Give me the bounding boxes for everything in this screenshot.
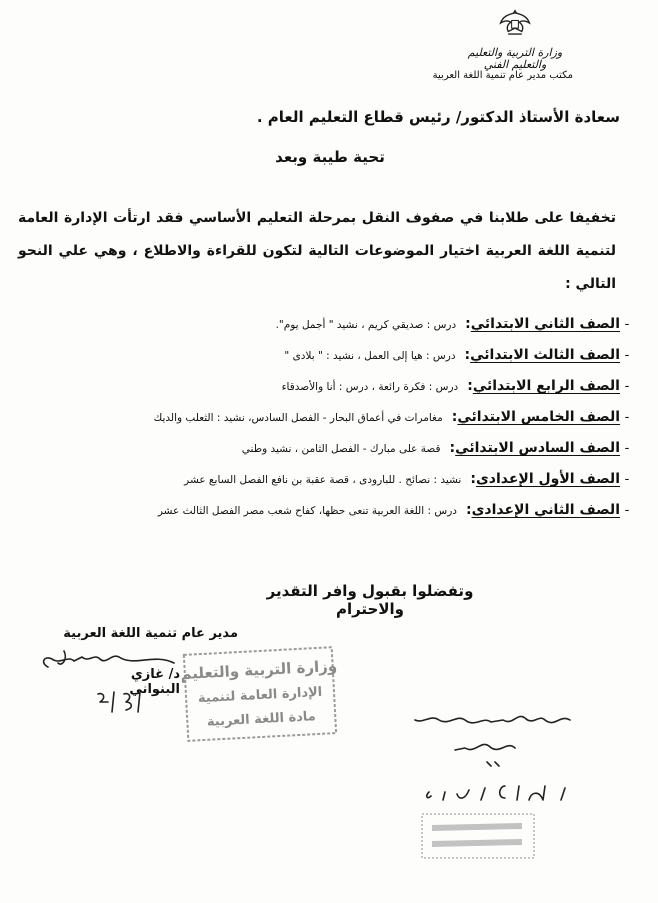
greeting: تحية طيبة وبعد [275,148,385,166]
bullet-dash: - [624,503,630,518]
grade-description: درس : صديقي كريم ، نشيد " أجمل يوم". [275,319,457,331]
bullet-dash: - [624,379,630,394]
grade-name: الصف الخامس الابتدائي [457,409,620,425]
list-item [12,471,634,502]
bullet-dash: - [624,410,630,425]
grade-name: الصف الثاني الابتدائي [470,316,620,332]
list-item [12,378,634,409]
handwritten-date-mark [90,688,150,716]
list-item [12,440,634,471]
colon: : [465,502,472,518]
colon: : [449,440,456,456]
bullet-dash: - [624,472,630,487]
ministry-subname: والتعليم الفني [483,58,547,71]
grade-description: قصة على مبارك - الفصل الثامن ، نشيد وطني [241,443,441,455]
signatory-name: د/ غازي البنواني [129,667,180,697]
list-item [12,347,634,378]
handwritten-signature [34,645,184,675]
stamp-line-1: وزارة التربية والتعليم [180,656,338,684]
grade-description: نشيد : نصائح . للبارودى ، قصة عقبة بن نافع الفصل السابع عشر [184,474,462,486]
eagle-emblem-icon [498,6,532,40]
colon: : [451,409,458,425]
body-paragraph: تخفيفا على طلابنا في صفوف النقل بمرحلة التعليم الأساسي فقد ارتأت الإدارة العامة لتنمية اللغة العربية اختيار الموضوعات التالية لتكون للقراءة والاطلاع ، وهي علي النحو التالي : [18,210,616,292]
grade-name: الصف الثاني الإعدادى [471,502,620,518]
colon: : [465,316,471,332]
office-name: مكتب مدير عام تنمية اللغة العربية [432,70,573,81]
list-item [12,502,634,533]
ministry-name: وزارة التربية والتعليم [467,46,563,59]
closing-line: وتفضلوا بقبول وافر التقدير والاحترام [266,582,474,618]
faded-stamp [418,810,538,862]
grade-description: درس : اللغة العربية تنعى حظها، كفاح شعب مصر الفصل الثالث عشر [157,505,457,517]
stamp-line-3: مادة اللغة العربية [206,709,317,730]
grade-name: الصف السادس الابتدائي [455,440,620,456]
signatory-title: مدير عام تنمية اللغة العربية [63,626,238,641]
list-item [12,316,634,347]
grade-name: الصف الأول الإعدادى [475,471,620,487]
grade-name: الصف الثالث الابتدائي [470,347,620,363]
bullet-dash: - [624,317,630,332]
grade-description: درس : هيا إلى العمل ، نشيد : " بلادى " [284,350,456,362]
colon: : [464,347,471,363]
bullet-dash: - [624,441,630,456]
official-stamp [180,645,340,743]
grade-name: الصف الرابع الابتدائي [472,378,620,394]
colon: : [470,471,476,487]
stamp-line-2: الإدارة العامة لتنمية [197,684,323,707]
bullet-dash: - [624,348,630,363]
list-item [12,409,634,440]
addressee-line: سعادة الأستاذ الدكتور/ رئيس قطاع التعليم العام . [256,108,620,126]
colon: : [467,378,473,394]
grade-description: مغامرات في أعماق البحار - الفصل السادس، نشيد : الثعلب والديك [153,412,443,424]
grades-list [12,316,634,533]
handwritten-annotation [395,700,580,810]
letterhead [440,6,590,71]
grade-description: درس : فكرة رائعة ، درس : أنا والأصدقاء [281,381,459,393]
